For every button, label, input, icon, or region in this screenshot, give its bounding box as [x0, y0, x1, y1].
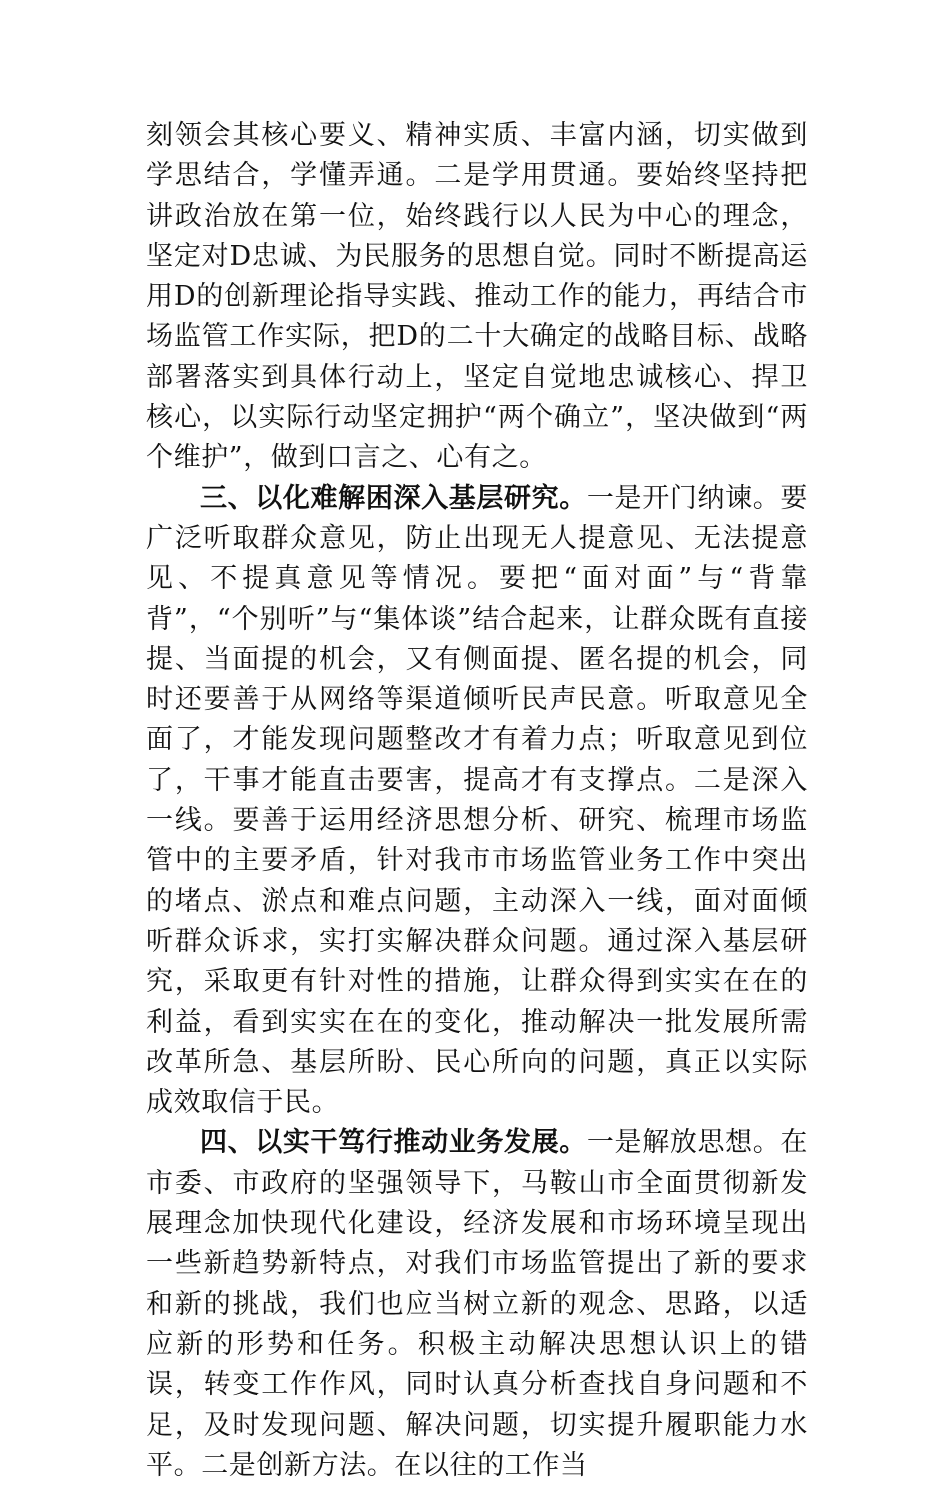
paragraph-text: 一是开门纳谏。要广泛听取群众意见，防止出现无人提意见、无法提意见、不提真意见等情况。要把“面对面”与“背靠背”，“个别听”与“集体谈”结合起来，让群众既有直接提、当面提的机会，又有侧面提、匿名提的机会，同时还要善于从网络等渠道倾听民声民意。听取意见全面了，才能发现问题整改才有着力点；听取意见到位了，干事才能直击要害，提高才有支撑点。二是深入一线。要善于运用经济思想分析、研究、梳理市场监管中的主要矛盾，针对我市市场监管业务工作中突出的堵点、淤点和难点问题，主动深入一线，面对面倾听群众诉求，实打实解决群众问题。通过深入基层研究，采取更有针对性的措施，让群众得到实实在在的利益，看到实实在在的变化，推动解决一批发展所需改革所急、基层所盼、民心所向的问题，真正以实际成效取信于民。 — [146, 482, 808, 1119]
document-body — [146, 116, 808, 1486]
section-heading-three: 三、以化难解困深入基层研究。 — [200, 482, 587, 514]
paragraph-section-four — [146, 1123, 808, 1486]
section-heading-four: 四、以实干笃行推动业务发展。 — [200, 1127, 587, 1159]
paragraph-text: 一是解放思想。在市委、市政府的坚强领导下，马鞍山市全面贯彻新发展理念加快现代化建设，经济发展和市场环境呈现出一些新趋势新特点，对我们市场监管提出了新的要求和新的挑战，我们也应当树立新的观念、思路，以适应新的形势和任务。积极主动解决思想认识上的错误，转变工作作风，同时认真分析查找自身问题和不足，及时发现问题、解决问题，切实提升履职能力水平。二是创新方法。在以往的工作当 — [146, 1127, 808, 1481]
paragraph-text: 刻领会其核心要义、精神实质、丰富内涵，切实做到学思结合，学懂弄通。二是学用贯通。要始终坚持把讲政治放在第一位，始终践行以人民为中心的理念，坚定对D忠诚、为民服务的思想自觉。同时不断提高运用D的创新理论指导实践、推动工作的能力，再结合市场监管工作实际，把D的二十大确定的战略目标、战略部署落实到具体行动上，坚定自觉地忠诚核心、捍卫核心，以实际行动坚定拥护“两个确立”，坚决做到“两个维护”，做到口言之、心有之。 — [146, 120, 808, 474]
paragraph-continuation — [146, 116, 808, 479]
paragraph-section-three — [146, 479, 808, 1124]
